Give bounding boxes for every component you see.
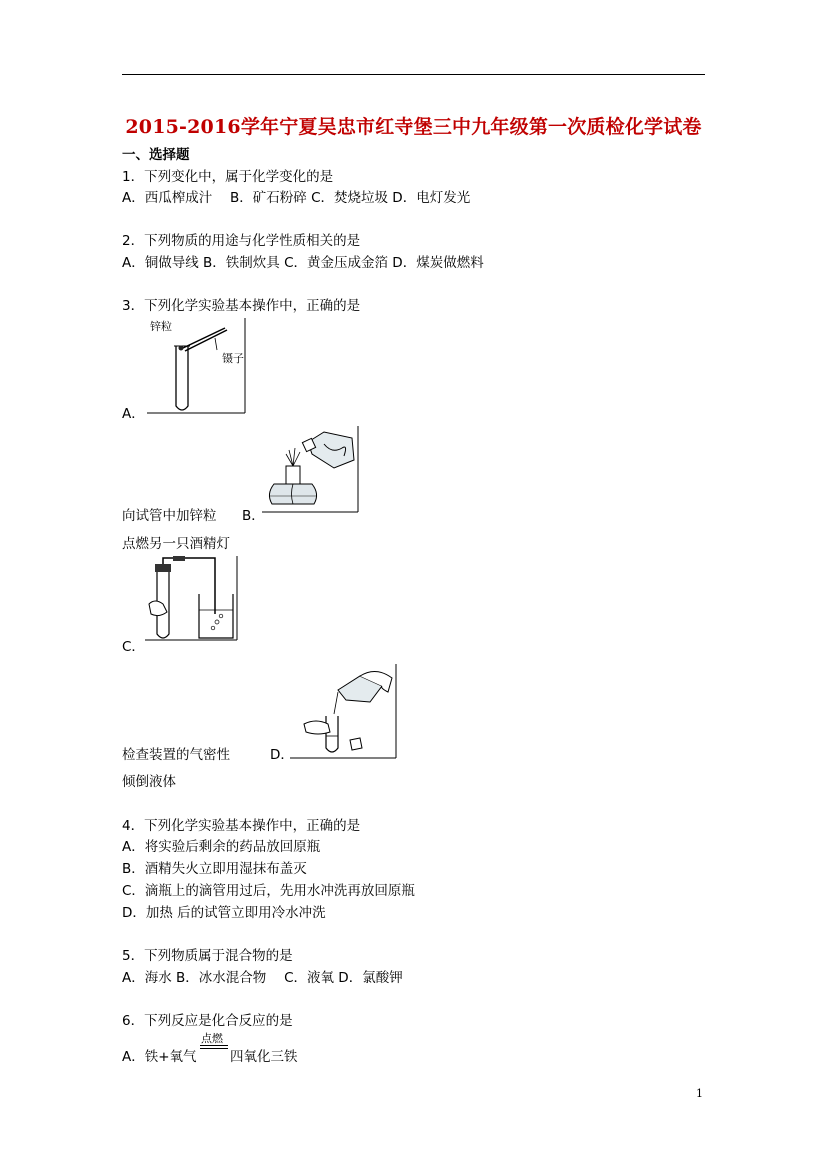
q3-option-d-letter: D． bbox=[270, 747, 294, 763]
figure-b-alcohol-lamps bbox=[262, 424, 362, 516]
q6-option-a-left: A．铁+氧气 bbox=[122, 1049, 197, 1065]
section-heading: 一、选择题 bbox=[122, 147, 190, 163]
q4-option-d: D．加热 后的试管立即用冷水冲洗 bbox=[122, 905, 326, 921]
q1-options: A．西瓜榨成汁 B．矿石粉碎 C．焚烧垃圾 D．电灯发光 bbox=[122, 190, 471, 206]
q6-stem: 6．下列反应是化合反应的是 bbox=[122, 1013, 293, 1029]
page-number: 1 bbox=[696, 1087, 703, 1100]
q3-stem: 3．下列化学实验基本操作中，正确的是 bbox=[122, 298, 361, 314]
q3-option-a-caption: 向试管中加锌粒 bbox=[122, 508, 217, 524]
reaction-arrow-icon bbox=[200, 1044, 228, 1050]
q3-option-b-letter: B． bbox=[242, 508, 265, 524]
q4-option-a: A．将实验后剩余的药品放回原瓶 bbox=[122, 839, 321, 855]
figure-a-label-tweezers: 镊子 bbox=[222, 352, 244, 365]
q6-option-a-right: 四氧化三铁 bbox=[230, 1049, 298, 1065]
q3-option-a-letter: A． bbox=[122, 406, 145, 422]
q3-option-d-caption: 倾倒液体 bbox=[122, 774, 176, 790]
q4-option-c: C．滴瓶上的滴管用过后，先用水冲洗再放回原瓶 bbox=[122, 883, 415, 899]
q4-option-b: B．酒精失火立即用湿抹布盖灭 bbox=[122, 861, 307, 877]
q2-stem: 2．下列物质的用途与化学性质相关的是 bbox=[122, 233, 361, 249]
header-rule bbox=[122, 74, 705, 75]
figure-c-airtightness bbox=[145, 554, 241, 644]
q3-option-b-caption: 点燃另一只酒精灯 bbox=[122, 536, 230, 552]
figure-a-label-zinc: 锌粒 bbox=[150, 320, 172, 333]
q2-options: A．铜做导线 B．铁制炊具 C．黄金压成金箔 D．煤炭做燃料 bbox=[122, 255, 484, 271]
q5-stem: 5．下列物质属于混合物的是 bbox=[122, 948, 293, 964]
q3-option-c-caption: 检查装置的气密性 bbox=[122, 747, 230, 763]
figure-d-pouring-liquid bbox=[290, 662, 402, 762]
q6-reaction-condition: 点燃 bbox=[201, 1032, 223, 1045]
q4-stem: 4．下列化学实验基本操作中，正确的是 bbox=[122, 818, 361, 834]
q5-options: A．海水 B．冰水混合物 C．液氧 D．氯酸钾 bbox=[122, 970, 403, 986]
q1-stem: 1．下列变化中，属于化学变化的是 bbox=[122, 169, 334, 185]
page-title: 2015-2016学年宁夏吴忠市红寺堡三中九年级第一次质检化学试卷 bbox=[125, 116, 702, 138]
q3-option-c-letter: C． bbox=[122, 639, 145, 655]
